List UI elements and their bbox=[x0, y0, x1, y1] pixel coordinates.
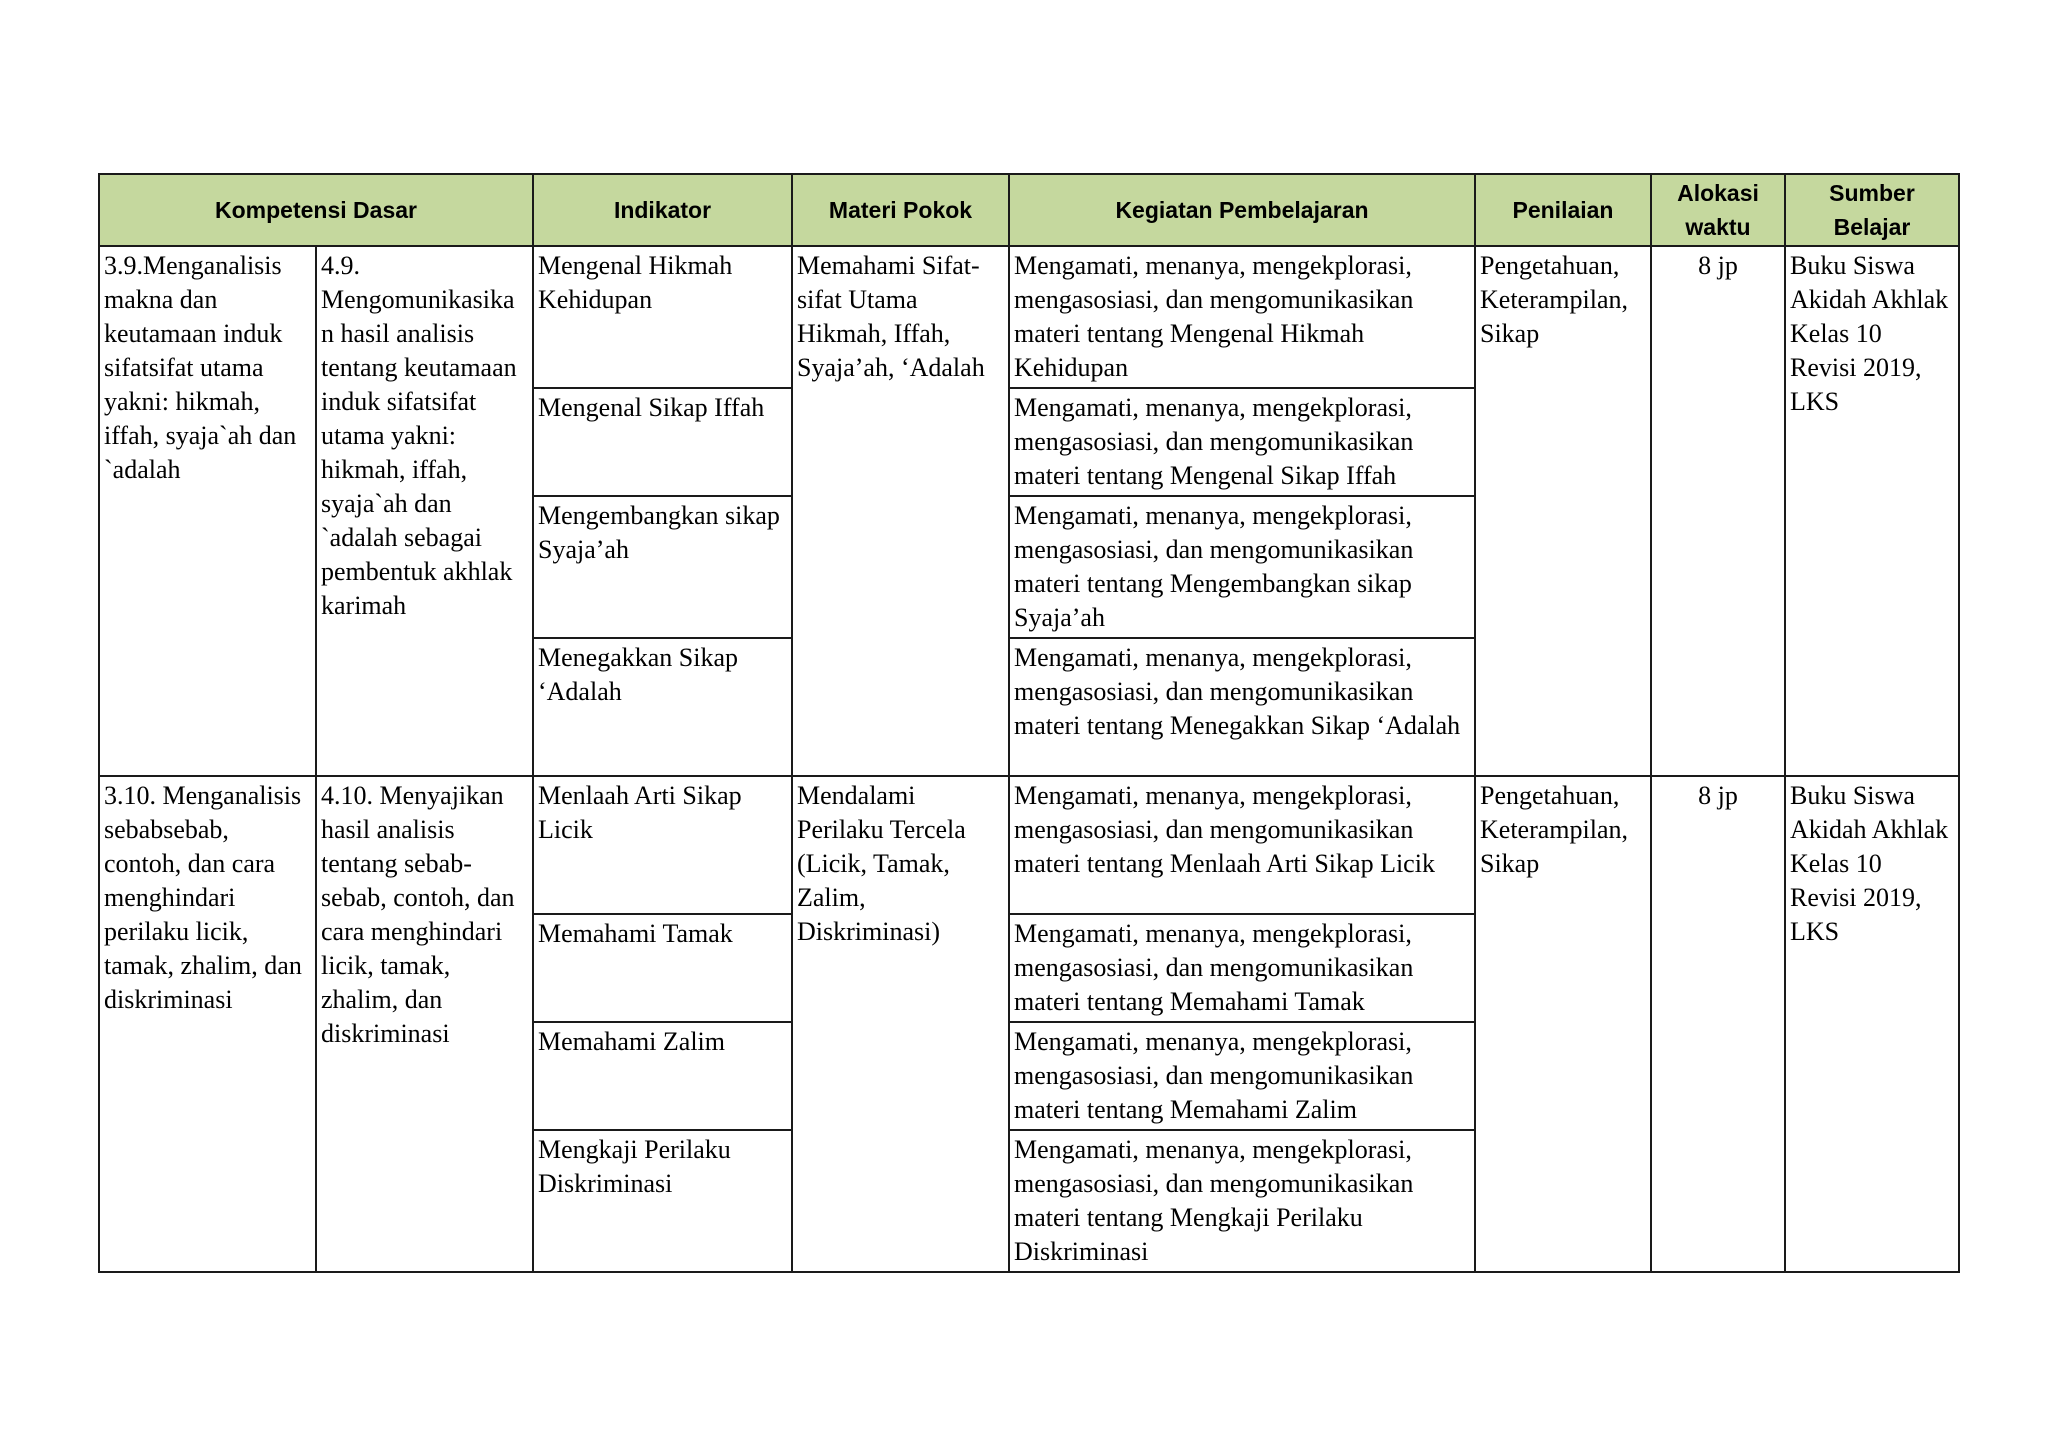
table-row bbox=[99, 246, 1959, 388]
materi-cell: Mendalami Perilaku Tercela (Licik, Tamak, Zalim, Diskriminasi) bbox=[792, 776, 1009, 1272]
kd3-cell: 3.10. Menganalisis sebabsebab, contoh, dan cara menghindari perilaku licik, tamak, zhalim, dan diskriminasi bbox=[99, 776, 316, 1272]
header-kompetensi-dasar: Kompetensi Dasar bbox=[99, 174, 533, 246]
kegiatan-cell: Mengamati, menanya, mengekplorasi, mengasosiasi, dan mengomunikasikan materi tentang Menegakkan Sikap ‘Adalah bbox=[1009, 638, 1475, 776]
syllabus-table bbox=[98, 173, 1960, 1273]
kegiatan-cell: Mengamati, menanya, mengekplorasi, mengasosiasi, dan mengomunikasikan materi tentang Mengkaji Perilaku Diskriminasi bbox=[1009, 1130, 1475, 1272]
kd3-cell: 3.9.Menganalisis makna dan keutamaan induk sifatsifat utama yakni: hikmah, iffah, syaja`ah dan `adalah bbox=[99, 246, 316, 776]
kegiatan-cell: Mengamati, menanya, mengekplorasi, mengasosiasi, dan mengomunikasikan materi tentang Mengenal Sikap Iffah bbox=[1009, 388, 1475, 496]
alokasi-cell: 8 jp bbox=[1651, 246, 1785, 776]
header-row bbox=[99, 174, 1959, 246]
kegiatan-cell: Mengamati, menanya, mengekplorasi, mengasosiasi, dan mengomunikasikan materi tentang Memahami Zalim bbox=[1009, 1022, 1475, 1130]
alokasi-cell: 8 jp bbox=[1651, 776, 1785, 1272]
header-alokasi-waktu: Alokasi waktu bbox=[1651, 174, 1785, 246]
indikator-cell: Mengkaji Perilaku Diskriminasi bbox=[533, 1130, 792, 1272]
header-penilaian: Penilaian bbox=[1475, 174, 1651, 246]
table-row bbox=[99, 776, 1959, 914]
sumber-cell: Buku Siswa Akidah Akhlak Kelas 10 Revisi 2019, LKS bbox=[1785, 246, 1959, 776]
indikator-cell: Memahami Zalim bbox=[533, 1022, 792, 1130]
indikator-cell: Memahami Tamak bbox=[533, 914, 792, 1022]
kegiatan-cell: Mengamati, menanya, mengekplorasi, mengasosiasi, dan mengomunikasikan materi tentang Mengembangkan sikap Syaja’ah bbox=[1009, 496, 1475, 638]
kd4-cell: 4.10. Menyajikan hasil analisis tentang sebab-sebab, contoh, dan cara menghindari licik, tamak, zhalim, dan diskriminasi bbox=[316, 776, 533, 1272]
materi-cell: Memahami Sifat-sifat Utama Hikmah, Iffah, Syaja’ah, ‘Adalah bbox=[792, 246, 1009, 776]
kd4-cell: 4.9. Mengomunikasika n hasil analisis tentang keutamaan induk sifatsifat utama yakni: hikmah, iffah, syaja`ah dan `adalah sebagai pembentuk akhlak karimah bbox=[316, 246, 533, 776]
indikator-cell: Mengenal Hikmah Kehidupan bbox=[533, 246, 792, 388]
indikator-cell: Menlaah Arti Sikap Licik bbox=[533, 776, 792, 914]
indikator-cell: Menegakkan Sikap ‘Adalah bbox=[533, 638, 792, 776]
sumber-cell: Buku Siswa Akidah Akhlak Kelas 10 Revisi 2019, LKS bbox=[1785, 776, 1959, 1272]
kegiatan-cell: Mengamati, menanya, mengekplorasi, mengasosiasi, dan mengomunikasikan materi tentang Memahami Tamak bbox=[1009, 914, 1475, 1022]
penilaian-cell: Pengetahuan, Keterampilan, Sikap bbox=[1475, 246, 1651, 776]
header-indikator: Indikator bbox=[533, 174, 792, 246]
kegiatan-cell: Mengamati, menanya, mengekplorasi, mengasosiasi, dan mengomunikasikan materi tentang Mengenal Hikmah Kehidupan bbox=[1009, 246, 1475, 388]
indikator-cell: Mengembangkan sikap Syaja’ah bbox=[533, 496, 792, 638]
kegiatan-cell: Mengamati, menanya, mengekplorasi, mengasosiasi, dan mengomunikasikan materi tentang Menlaah Arti Sikap Licik bbox=[1009, 776, 1475, 914]
penilaian-cell: Pengetahuan, Keterampilan, Sikap bbox=[1475, 776, 1651, 1272]
header-materi-pokok: Materi Pokok bbox=[792, 174, 1009, 246]
header-sumber-belajar: Sumber Belajar bbox=[1785, 174, 1959, 246]
indikator-cell: Mengenal Sikap Iffah bbox=[533, 388, 792, 496]
header-kegiatan-pembelajaran: Kegiatan Pembelajaran bbox=[1009, 174, 1475, 246]
